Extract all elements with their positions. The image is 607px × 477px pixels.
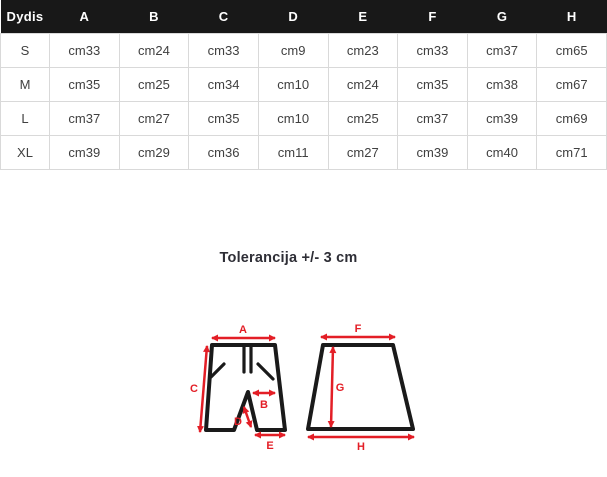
table-cell: cm27 xyxy=(119,101,189,135)
shorts-pocket-line-right xyxy=(258,364,273,379)
measure-label-a: A xyxy=(238,323,247,336)
measure-label-f: F xyxy=(354,322,361,335)
column-header-f: F xyxy=(398,0,468,33)
table-cell: cm25 xyxy=(119,67,189,101)
measure-label-g: G xyxy=(335,381,344,394)
measurement-diagram xyxy=(0,322,607,464)
table-header-row xyxy=(1,0,607,33)
table-cell: cm65 xyxy=(537,33,607,67)
measure-label-d: D xyxy=(233,415,242,428)
table-cell: cm24 xyxy=(328,67,398,101)
shorts-back-panel-outline xyxy=(308,345,413,429)
table-row-s xyxy=(1,33,607,67)
table-cell: cm37 xyxy=(467,33,537,67)
column-header-h: H xyxy=(537,0,607,33)
measure-arrow-d xyxy=(244,407,251,427)
table-cell: cm25 xyxy=(328,101,398,135)
table-cell: cm39 xyxy=(398,135,468,169)
table-row-m xyxy=(1,67,607,101)
table-cell: cm10 xyxy=(258,67,328,101)
measure-arrow-g xyxy=(331,347,333,427)
table-cell: cm9 xyxy=(258,33,328,67)
table-cell: cm67 xyxy=(537,67,607,101)
table-cell: cm39 xyxy=(467,101,537,135)
table-row-l xyxy=(1,101,607,135)
column-header-a: A xyxy=(50,0,120,33)
measure-label-e: E xyxy=(265,439,274,452)
table-cell: cm37 xyxy=(50,101,120,135)
table-cell: cm33 xyxy=(398,33,468,67)
table-cell: cm40 xyxy=(467,135,537,169)
size-label: S xyxy=(1,33,50,67)
table-cell: cm27 xyxy=(328,135,398,169)
table-cell: cm69 xyxy=(537,101,607,135)
size-label: XL xyxy=(1,135,50,169)
table-cell: cm34 xyxy=(189,67,259,101)
table-cell: cm36 xyxy=(189,135,259,169)
column-header-d: D xyxy=(258,0,328,33)
table-cell: cm23 xyxy=(328,33,398,67)
table-row-xl xyxy=(1,135,607,169)
table-cell: cm33 xyxy=(50,33,120,67)
table-cell: cm71 xyxy=(537,135,607,169)
table-cell: cm35 xyxy=(189,101,259,135)
measure-label-h: H xyxy=(356,440,365,453)
measure-label-b: B xyxy=(259,398,268,411)
measure-label-c: C xyxy=(189,382,198,395)
table-cell: cm39 xyxy=(50,135,120,169)
column-header-g: G xyxy=(467,0,537,33)
column-header-c: C xyxy=(189,0,259,33)
shorts-pocket-line-left xyxy=(211,364,224,377)
size-label: L xyxy=(1,101,50,135)
table-cell: cm38 xyxy=(467,67,537,101)
table-cell: cm10 xyxy=(258,101,328,135)
column-header-b: B xyxy=(119,0,189,33)
column-header-size: Dydis xyxy=(1,0,50,33)
size-label: M xyxy=(1,67,50,101)
tolerance-note: Tolerancija +/- 3 cm xyxy=(219,249,358,266)
table-cell: cm35 xyxy=(50,67,120,101)
table-cell: cm29 xyxy=(119,135,189,169)
size-table xyxy=(0,0,607,170)
table-cell: cm11 xyxy=(258,135,328,169)
column-header-e: E xyxy=(328,0,398,33)
table-cell: cm37 xyxy=(398,101,468,135)
shorts-measurement-illustration xyxy=(188,322,420,459)
table-cell: cm35 xyxy=(398,67,468,101)
table-cell: cm24 xyxy=(119,33,189,67)
table-cell: cm33 xyxy=(189,33,259,67)
